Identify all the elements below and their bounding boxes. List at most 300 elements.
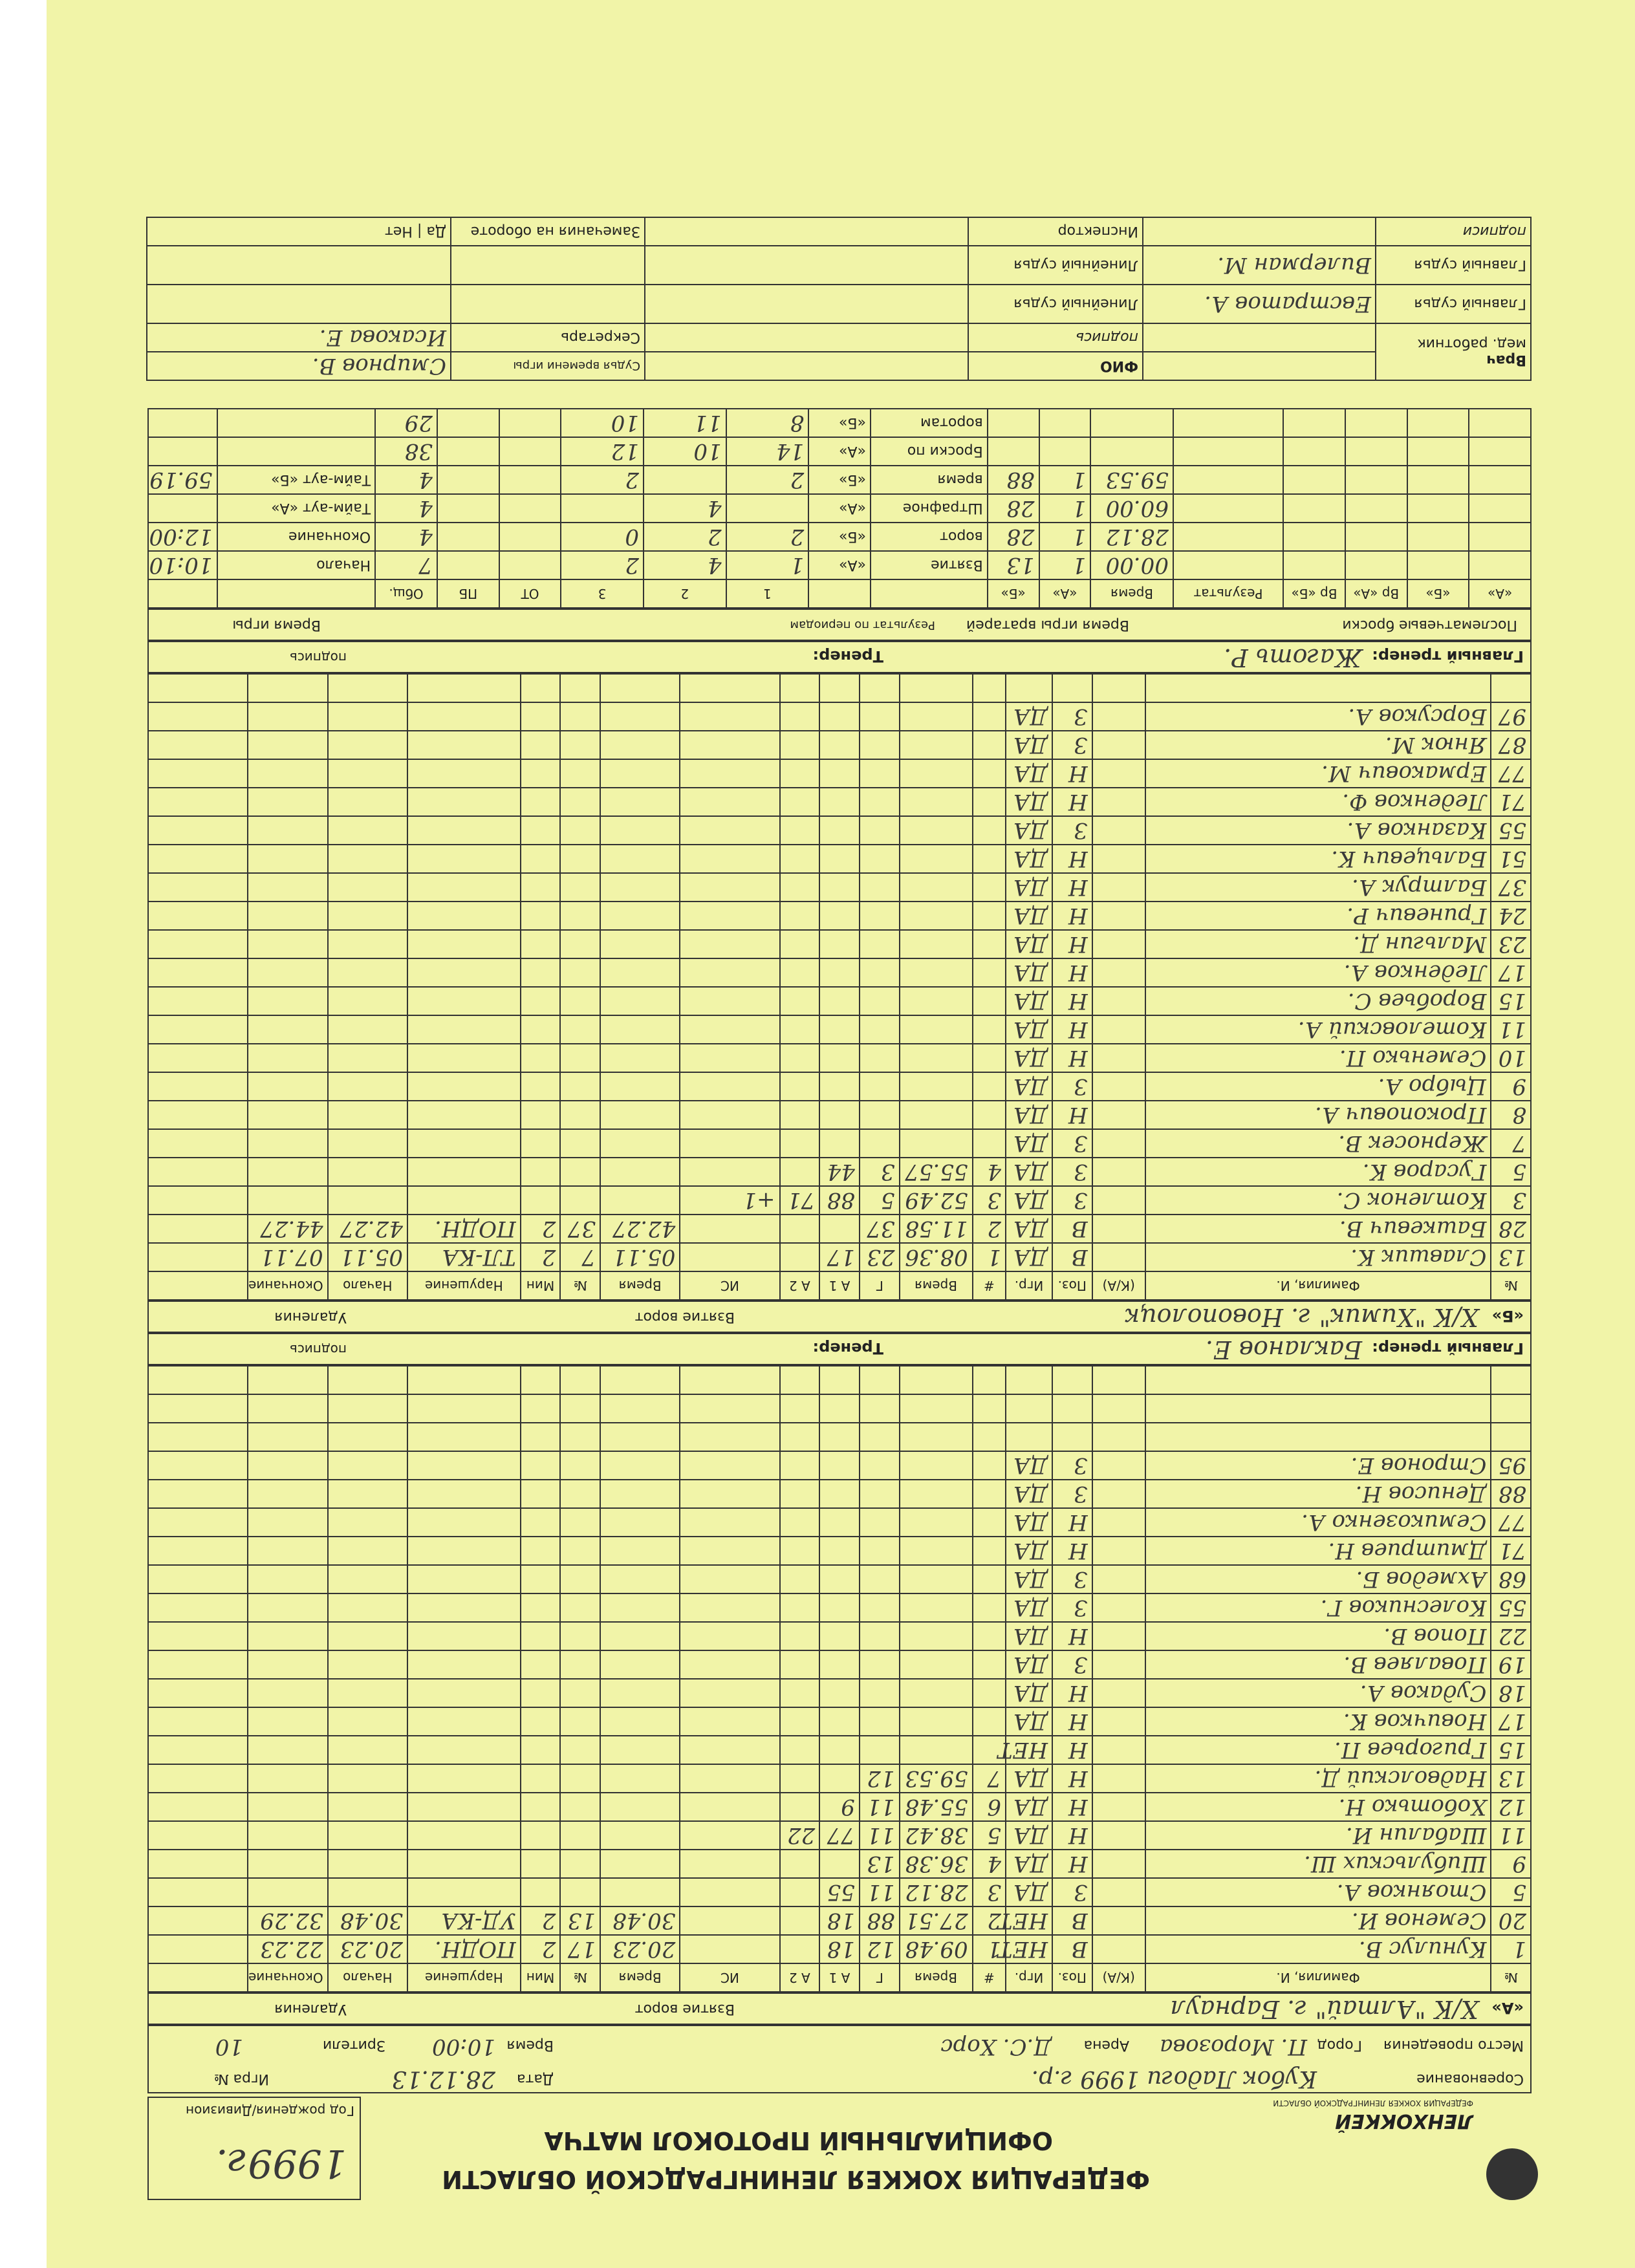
player-ka xyxy=(1092,759,1145,788)
period-col: ОТ xyxy=(499,579,561,608)
player-name: Григорьев П. xyxy=(1145,1736,1491,1764)
table-row xyxy=(148,1186,1531,1215)
player-number: 24 xyxy=(1491,902,1531,930)
player-ka xyxy=(1092,1650,1145,1679)
penalty-minutes: 2 xyxy=(521,1215,561,1243)
player-name: Леденков А. xyxy=(1145,958,1491,987)
goal-time xyxy=(900,674,973,702)
player-played xyxy=(1006,674,1052,702)
col-pen-no: № xyxy=(560,1271,600,1300)
goal-scorer: 23 xyxy=(860,1243,900,1271)
player-ka xyxy=(1092,1850,1145,1878)
player-ka xyxy=(1092,1186,1145,1215)
player-name: Гусаров К. xyxy=(1145,1158,1491,1186)
goal-assist-1 xyxy=(819,816,860,845)
col-a2: А 2 xyxy=(780,1271,820,1300)
col-num: № xyxy=(1491,1271,1531,1300)
stat-team: «Б» xyxy=(808,523,871,551)
col-a2: А 2 xyxy=(780,1963,820,1992)
game-time-col xyxy=(217,579,376,608)
penalty-time xyxy=(600,788,680,816)
goal-number xyxy=(973,1101,1006,1129)
goal-assist-1: 18 xyxy=(819,1906,860,1935)
penalty-start xyxy=(328,1423,407,1451)
player-position: Н xyxy=(1052,1707,1092,1736)
penalty-violation xyxy=(407,1821,521,1850)
player-number: 10 xyxy=(1491,1044,1531,1072)
player-number: 87 xyxy=(1491,731,1531,759)
stat-team-col xyxy=(808,579,871,608)
player-played: ДА xyxy=(1006,1243,1052,1271)
penalty-player xyxy=(560,788,600,816)
team-b-table xyxy=(147,673,1532,1301)
penalty-start xyxy=(328,1821,407,1850)
goal-assist-2: 22 xyxy=(780,1821,820,1850)
col-end: Окончание xyxy=(248,1963,327,1992)
goal-is xyxy=(680,1707,779,1736)
penalty-end xyxy=(248,816,327,845)
penalty-time xyxy=(600,1423,680,1451)
penalty-end xyxy=(248,674,327,702)
goalie-cell: 1 xyxy=(1039,494,1091,523)
penalty-time xyxy=(600,1821,680,1850)
player-played xyxy=(1006,1394,1052,1423)
player-played: ДА xyxy=(1006,1480,1052,1508)
penalty-minutes xyxy=(521,1821,561,1850)
penalty-end xyxy=(248,1423,327,1451)
penalty-extra xyxy=(148,902,248,930)
goal-scorer xyxy=(860,759,900,788)
penalty-time xyxy=(600,902,680,930)
penalty-violation: ПОДН. xyxy=(407,1215,521,1243)
player-played: ДА xyxy=(1006,1072,1052,1101)
signature-label: подпись xyxy=(968,323,1143,352)
player-number: 23 xyxy=(1491,930,1531,958)
goal-assist-2 xyxy=(780,1072,820,1101)
penalty-minutes xyxy=(521,902,561,930)
goal-is xyxy=(680,1366,779,1394)
game-time-label: Начало xyxy=(217,551,376,579)
player-played: ДА xyxy=(1006,1215,1052,1243)
goal-number xyxy=(973,987,1006,1015)
goal-is xyxy=(680,759,779,788)
table-row xyxy=(148,930,1531,958)
goal-is xyxy=(680,1935,779,1963)
col-pos: Поз. xyxy=(1052,1963,1092,1992)
penalty-player xyxy=(560,1508,600,1537)
goal-number: 3 xyxy=(973,1878,1006,1906)
goal-is xyxy=(680,1215,779,1243)
period-value: 4 xyxy=(644,551,726,579)
inspector-label: Инспектор xyxy=(968,217,1143,246)
penalty-player: 13 xyxy=(560,1906,600,1935)
penalty-extra xyxy=(148,1394,248,1423)
goal-time xyxy=(900,845,973,873)
goal-scorer xyxy=(860,1679,900,1707)
player-ka xyxy=(1092,845,1145,873)
shootout-cell xyxy=(1345,551,1407,579)
penalty-player xyxy=(560,1650,600,1679)
penalty-violation xyxy=(407,1850,521,1878)
penalty-minutes xyxy=(521,1186,561,1215)
penalty-violation xyxy=(407,1622,521,1650)
penalty-minutes xyxy=(521,1423,561,1451)
stat-team: «Б» xyxy=(808,409,871,437)
goal-time xyxy=(900,1537,973,1565)
goal-assist-1 xyxy=(819,1366,860,1394)
penalty-start xyxy=(328,1793,407,1821)
col-played: Игр. xyxy=(1006,1963,1052,1992)
goal-assist-1 xyxy=(819,702,860,731)
goalie-cell: 00.00 xyxy=(1090,551,1173,579)
penalty-end xyxy=(248,958,327,987)
penalty-player xyxy=(560,1565,600,1593)
goal-is xyxy=(680,1679,779,1707)
penalty-extra xyxy=(148,1707,248,1736)
goal-assist-1 xyxy=(819,873,860,902)
penalty-violation xyxy=(407,958,521,987)
penalty-time xyxy=(600,1480,680,1508)
player-number: 17 xyxy=(1491,1707,1531,1736)
goal-time xyxy=(900,1679,973,1707)
penalty-player xyxy=(560,816,600,845)
penalty-end xyxy=(248,1394,327,1423)
penalty-player xyxy=(560,1158,600,1186)
goal-scorer: 11 xyxy=(860,1793,900,1821)
player-number: 55 xyxy=(1491,1593,1531,1622)
penalty-player xyxy=(560,845,600,873)
player-position: Н xyxy=(1052,1821,1092,1850)
goal-assist-1 xyxy=(819,759,860,788)
period-col: ПБ xyxy=(437,579,499,608)
goal-assist-2 xyxy=(780,930,820,958)
doctor-row xyxy=(147,352,1531,380)
period-value xyxy=(644,466,726,494)
goal-assist-1 xyxy=(819,1565,860,1593)
penalty-extra xyxy=(148,1366,248,1394)
player-number: 13 xyxy=(1491,1243,1531,1271)
penalty-player xyxy=(560,759,600,788)
team-b-trainer-label: Тренер: xyxy=(812,647,883,665)
penalty-player xyxy=(560,1850,600,1878)
player-ka xyxy=(1092,1044,1145,1072)
player-number: 19 xyxy=(1491,1650,1531,1679)
player-ka xyxy=(1092,1072,1145,1101)
penalty-end xyxy=(248,731,327,759)
goalie-cell: 28 xyxy=(988,494,1039,523)
penalty-violation xyxy=(407,788,521,816)
penalty-minutes xyxy=(521,1537,561,1565)
goal-time xyxy=(900,731,973,759)
penalty-violation xyxy=(407,1764,521,1793)
game-time-value: 10:10 xyxy=(148,551,217,579)
penalty-start xyxy=(328,958,407,987)
player-name xyxy=(1145,674,1491,702)
goal-assist-2 xyxy=(780,1044,820,1072)
penalty-start xyxy=(328,1158,407,1186)
penalty-minutes xyxy=(521,958,561,987)
summary-row xyxy=(148,551,1531,579)
penalty-player: 7 xyxy=(560,1243,600,1271)
penalty-end: 22.23 xyxy=(248,1935,327,1963)
player-position: В xyxy=(1052,1215,1092,1243)
player-played: ДА xyxy=(1006,759,1052,788)
goal-scorer xyxy=(860,1451,900,1480)
player-ka xyxy=(1092,702,1145,731)
penalty-extra xyxy=(148,759,248,788)
birth-year-box xyxy=(147,2097,361,2200)
penalty-minutes xyxy=(521,873,561,902)
table-row xyxy=(148,731,1531,759)
player-ka xyxy=(1092,1622,1145,1650)
penalty-violation xyxy=(407,1736,521,1764)
shootout-cell xyxy=(1283,523,1345,551)
penalty-end xyxy=(248,1650,327,1679)
goal-assist-2 xyxy=(780,1906,820,1935)
table-row xyxy=(148,1821,1531,1850)
timekeeper-value: Смирнов В. xyxy=(147,352,451,380)
shootout-col: Вр «Б» xyxy=(1283,579,1345,608)
player-position: З xyxy=(1052,1451,1092,1480)
shootout-cell xyxy=(1173,466,1283,494)
penalty-time xyxy=(600,1366,680,1394)
goal-is xyxy=(680,1764,779,1793)
penalty-start xyxy=(328,930,407,958)
penalty-end xyxy=(248,1764,327,1793)
goal-number xyxy=(973,1044,1006,1072)
player-position: З xyxy=(1052,1593,1092,1622)
player-name: Шибульских Ш. xyxy=(1145,1850,1491,1878)
penalty-violation xyxy=(407,1394,521,1423)
goal-time: 09.48 xyxy=(900,1935,973,1963)
col-violation: Нарушение xyxy=(407,1271,521,1300)
stat-label: Штрафное xyxy=(871,494,988,523)
goal-time xyxy=(900,1480,973,1508)
goal-number: 5 xyxy=(973,1821,1006,1850)
table-row xyxy=(148,1593,1531,1622)
remarks-label: Замечания на обороте xyxy=(451,217,645,246)
stat-team: «А» xyxy=(808,437,871,466)
col-start: Начало xyxy=(328,1963,407,1992)
player-ka xyxy=(1092,1906,1145,1935)
player-name: Денисов Н. xyxy=(1145,1480,1491,1508)
goal-time xyxy=(900,702,973,731)
penalty-violation xyxy=(407,1044,521,1072)
goal-time: 08.36 xyxy=(900,1243,973,1271)
goalie-cell: 59.53 xyxy=(1090,466,1173,494)
goal-is xyxy=(680,1906,779,1935)
summary-row xyxy=(148,494,1531,523)
penalty-violation xyxy=(407,845,521,873)
penalty-start xyxy=(328,1508,407,1537)
penalty-time: 20.23 xyxy=(600,1935,680,1963)
penalty-extra xyxy=(148,788,248,816)
goal-assist-2: 71 xyxy=(780,1186,820,1215)
goal-assist-1 xyxy=(819,902,860,930)
player-position: Н xyxy=(1052,1015,1092,1044)
player-name: Семенько П. xyxy=(1145,1044,1491,1072)
goal-assist-1 xyxy=(819,1423,860,1451)
player-name: Балтрук А. xyxy=(1145,873,1491,902)
goal-number xyxy=(973,1015,1006,1044)
goal-assist-1 xyxy=(819,958,860,987)
penalty-extra xyxy=(148,1565,248,1593)
penalty-extra xyxy=(148,1679,248,1707)
player-position: Н xyxy=(1052,1679,1092,1707)
period-value xyxy=(437,437,499,466)
player-number: 17 xyxy=(1491,958,1531,987)
goal-assist-1 xyxy=(819,1508,860,1537)
goalie-col: «А» xyxy=(1039,579,1091,608)
player-number: 3 xyxy=(1491,1186,1531,1215)
penalty-minutes xyxy=(521,1129,561,1158)
shootout-cell xyxy=(1173,494,1283,523)
goalie-cell xyxy=(1039,409,1091,437)
goal-number xyxy=(973,930,1006,958)
penalty-player xyxy=(560,674,600,702)
shootout-cell xyxy=(1469,409,1531,437)
player-played: ДА xyxy=(1006,930,1052,958)
shootout-cell xyxy=(1173,523,1283,551)
goal-assist-1 xyxy=(819,987,860,1015)
player-ka xyxy=(1092,902,1145,930)
shootout-cell xyxy=(1407,551,1469,579)
goal-assist-2 xyxy=(780,1935,820,1963)
goal-is xyxy=(680,1850,779,1878)
penalty-player xyxy=(560,1793,600,1821)
goal-assist-1 xyxy=(819,788,860,816)
shootout-cell xyxy=(1469,466,1531,494)
penalty-minutes xyxy=(521,1508,561,1537)
goal-assist-1 xyxy=(819,1044,860,1072)
player-position: Н xyxy=(1052,1850,1092,1878)
penalty-start xyxy=(328,1764,407,1793)
penalty-start xyxy=(328,1480,407,1508)
goal-is xyxy=(680,1537,779,1565)
col-a1: А 1 xyxy=(819,1271,860,1300)
team-b-coach-label: Главный тренер: xyxy=(1372,647,1524,665)
stat-label: Броски по xyxy=(871,437,988,466)
penalty-extra xyxy=(148,930,248,958)
period-value: 2 xyxy=(561,551,644,579)
goal-time xyxy=(900,1593,973,1622)
goal-assist-2 xyxy=(780,1215,820,1243)
goal-is xyxy=(680,1508,779,1537)
penalty-extra xyxy=(148,1878,248,1906)
player-ka xyxy=(1092,674,1145,702)
goal-time: 38.42 xyxy=(900,1821,973,1850)
period-value xyxy=(437,494,499,523)
player-played: ДА xyxy=(1006,1451,1052,1480)
player-name: Семенов И. xyxy=(1145,1906,1491,1935)
inspector-row xyxy=(147,217,1531,246)
goalie-cell: 1 xyxy=(1039,523,1091,551)
player-position: З xyxy=(1052,1129,1092,1158)
goal-number xyxy=(973,873,1006,902)
penalty-player xyxy=(560,1679,600,1707)
birth-year-value: 1999г. xyxy=(215,2141,347,2186)
penalty-start xyxy=(328,1679,407,1707)
goal-number xyxy=(973,1622,1006,1650)
goal-assist-1: 18 xyxy=(819,1935,860,1963)
penalty-end xyxy=(248,1850,327,1878)
shootout-cell xyxy=(1283,466,1345,494)
col-goal-time: Время xyxy=(900,1271,973,1300)
player-ka xyxy=(1092,1793,1145,1821)
goal-assist-2 xyxy=(780,816,820,845)
goal-is xyxy=(680,1622,779,1650)
player-name: Гриневич Р. xyxy=(1145,902,1491,930)
game-time-value: 59.19 xyxy=(148,466,217,494)
date-label: Дата xyxy=(517,2071,554,2087)
player-name xyxy=(1145,1394,1491,1423)
goal-is xyxy=(680,1593,779,1622)
shootout-cell xyxy=(1283,409,1345,437)
penalty-extra xyxy=(148,1906,248,1935)
period-value xyxy=(437,466,499,494)
player-number: 71 xyxy=(1491,1537,1531,1565)
goal-time xyxy=(900,759,973,788)
penalty-violation xyxy=(407,702,521,731)
penalty-end: 07.11 xyxy=(248,1243,327,1271)
goal-number xyxy=(973,1565,1006,1593)
player-played: ДА xyxy=(1006,1850,1052,1878)
player-played: ДА xyxy=(1006,1508,1052,1537)
goal-assist-2 xyxy=(780,1850,820,1878)
penalty-time xyxy=(600,930,680,958)
penalty-extra xyxy=(148,1793,248,1821)
player-number: 11 xyxy=(1491,1015,1531,1044)
goal-scorer xyxy=(860,1129,900,1158)
goal-assist-2 xyxy=(780,1793,820,1821)
player-number: 77 xyxy=(1491,1508,1531,1537)
table-row xyxy=(148,1906,1531,1935)
goal-time: 28.12 xyxy=(900,1878,973,1906)
col-num: № xyxy=(1491,1963,1531,1992)
penalty-extra xyxy=(148,1044,248,1072)
birth-year-label: Год рождения/Дивизион xyxy=(186,2103,354,2119)
goal-assist-2 xyxy=(780,1878,820,1906)
goal-time xyxy=(900,1622,973,1650)
team-a-column-headers xyxy=(148,1963,1531,1992)
penalty-time xyxy=(600,1158,680,1186)
player-played: ДА xyxy=(1006,958,1052,987)
goal-is xyxy=(680,1158,779,1186)
penalty-end xyxy=(248,759,327,788)
goal-number xyxy=(973,1650,1006,1679)
goal-assist-2 xyxy=(780,1101,820,1129)
penalty-player xyxy=(560,702,600,731)
player-played: ДА xyxy=(1006,816,1052,845)
goal-time xyxy=(900,1072,973,1101)
penalty-player xyxy=(560,1821,600,1850)
penalty-time xyxy=(600,1736,680,1764)
goal-assist-1: 17 xyxy=(819,1243,860,1271)
penalty-end xyxy=(248,902,327,930)
player-position xyxy=(1052,1394,1092,1423)
player-position: З xyxy=(1052,1565,1092,1593)
penalty-extra xyxy=(148,1158,248,1186)
player-name: Янюк М. xyxy=(1145,731,1491,759)
timekeeper-label: Судья времени игры xyxy=(451,352,645,380)
penalty-end xyxy=(248,1480,327,1508)
penalty-violation: ТЛ-КА xyxy=(407,1243,521,1271)
player-number: 88 xyxy=(1491,1480,1531,1508)
player-position: Н xyxy=(1052,1764,1092,1793)
goal-assist-2 xyxy=(780,788,820,816)
penalty-start xyxy=(328,759,407,788)
shootout-cell xyxy=(1469,494,1531,523)
